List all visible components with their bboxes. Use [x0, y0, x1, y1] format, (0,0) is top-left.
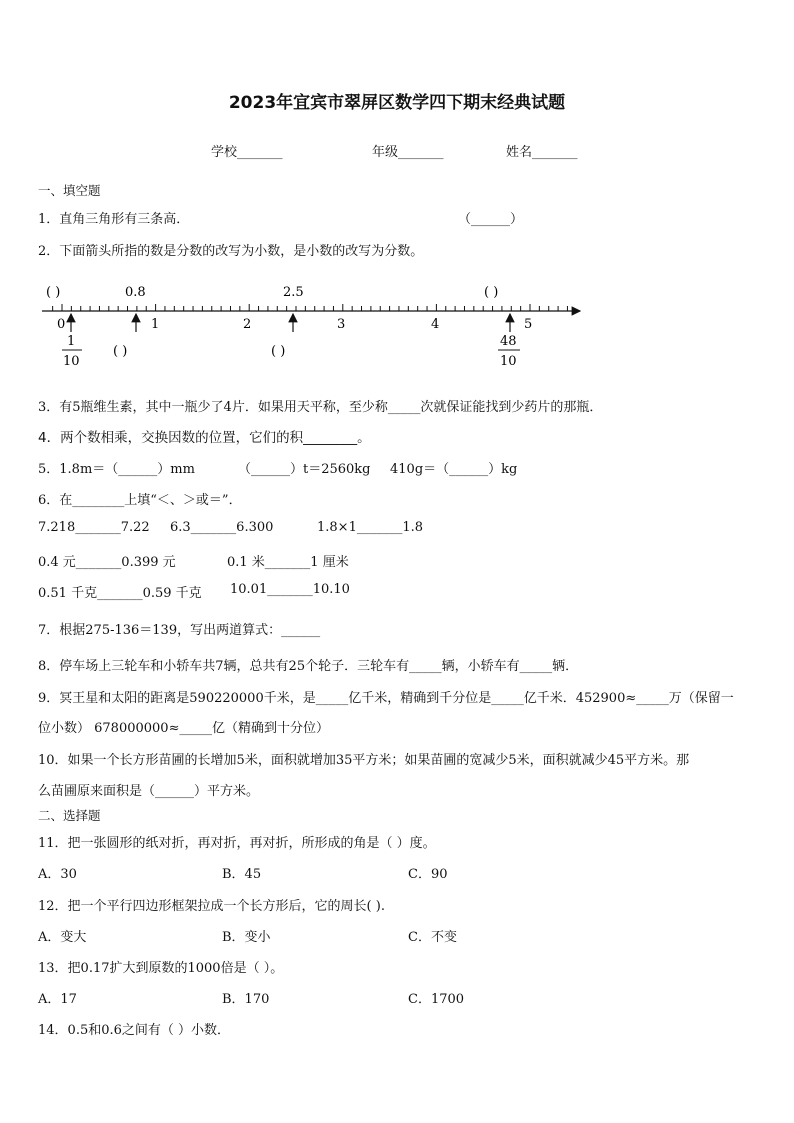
compare-6.3-6.300: 6.3_______6.300 — [170, 520, 274, 535]
tick-label-3: 3 — [337, 317, 346, 332]
section-multiple-choice: 二、选择题 — [38, 808, 101, 823]
question-10-line-2: 么苗圃原来面积是（______）平方米。 — [38, 784, 260, 799]
question-1: 1．直角三角形有三条高． — [38, 212, 190, 227]
number-line-figure — [36, 278, 596, 374]
tick-label-2: 2 — [243, 317, 252, 332]
question-5-part-b: （______）t＝2560kg — [238, 462, 371, 477]
question-12-option-a: A．变大 — [38, 930, 87, 945]
question-9-line-2: 位小数） 678000000≈_____亿（精确到十分位） — [38, 721, 329, 736]
tick-label-1: 1 — [151, 317, 160, 332]
question-6: 6．在________上填“＜、＞或＝”． — [38, 493, 242, 508]
question-12-option-c: C．不变 — [408, 930, 457, 945]
question-11: 11．把一张圆形的纸对折，再对折，再对折，所形成的角是（ ）度。 — [38, 836, 436, 851]
tick-label-0: 0 — [57, 317, 66, 332]
fraction-48-10-numerator: 48 — [500, 334, 517, 349]
question-14: 14．0.5和0.6之间有（ ）小数． — [38, 1023, 231, 1038]
tick-label-4: 4 — [431, 317, 440, 332]
name-field: 姓名_______ — [506, 145, 578, 160]
compare-0.51-0.59: 0.51 千克_______0.59 千克 — [38, 586, 202, 601]
compare-0.1m-1cm: 0.1 米_______1 厘米 — [227, 555, 349, 570]
compare-0.4-0.399: 0.4 元_______0.399 元 — [38, 555, 176, 570]
question-11-option-b: B．45 — [222, 867, 262, 882]
top-label-2.5: 2.5 — [283, 285, 304, 300]
question-2: 2．下面箭头所指的数是分数的改写为小数，是小数的改写为分数。 — [38, 244, 424, 259]
question-13-option-b: B．170 — [222, 992, 270, 1007]
question-13-option-c: C．1700 — [408, 992, 465, 1007]
fraction-1-10-numerator: 1 — [67, 334, 76, 349]
fraction-1-10-denominator: 10 — [63, 354, 80, 369]
compare-7.218-7.22: 7.218_______7.22 — [38, 520, 150, 535]
question-13: 13．把0.17扩大到原数的1000倍是（ ）。 — [38, 961, 284, 976]
fraction-48-10-denominator: 10 — [500, 354, 517, 369]
question-5-part-a: 5．1.8m＝（______）mm — [38, 462, 195, 477]
question-11-option-c: C．90 — [408, 867, 448, 882]
question-4: 4．两个数相乘，交换因数的位置，它们的积________。 — [38, 430, 371, 446]
compare-1.8x1-1.8: 1.8×1_______1.8 — [317, 520, 424, 535]
top-label-blank-2: ( ) — [484, 285, 499, 300]
section-fill-blank: 一、填空题 — [38, 183, 101, 198]
grade-field: 年级_______ — [372, 145, 444, 160]
question-13-option-a: A．17 — [38, 992, 77, 1007]
bottom-blank-2: ( ) — [271, 344, 286, 359]
question-3: 3．有5瓶维生素，其中一瓶少了4片．如果用天平称，至少称_____次就保证能找到少药片的那瓶． — [38, 400, 603, 415]
bottom-blank-1: ( ) — [113, 344, 128, 359]
tick-label-5: 5 — [524, 317, 533, 332]
compare-10.01-10.10: 10.01_______10.10 — [230, 582, 350, 597]
page-title: 2023年宜宾市翠屏区数学四下期末经典试题 — [228, 93, 566, 113]
question-7: 7．根据275-136＝139，写出两道算式：______ — [38, 623, 321, 638]
question-5-part-c: 410g＝（______）kg — [390, 462, 518, 477]
question-12-option-b: B．变小 — [222, 930, 271, 945]
top-label-blank-1: ( ) — [46, 285, 61, 300]
question-1-answer-blank: （______） — [458, 212, 524, 227]
question-8: 8．停车场上三轮车和小轿车共7辆，总共有25个轮子．三轮车有_____辆，小轿车有_____辆． — [38, 659, 579, 674]
number-line-ticks — [53, 304, 568, 311]
question-9-line-1: 9．冥王星和太阳的距离是590220000千米，是_____亿千米，精确到千分位是_____亿千米．452900≈_____万（保留一 — [38, 691, 734, 706]
top-label-0.8: 0.8 — [125, 285, 146, 300]
question-12: 12．把一个平行四边形框架拉成一个长方形后，它的周长( ). — [38, 899, 385, 914]
question-10-line-1: 10．如果一个长方形苗圃的长增加5米，面积就增加35平方米；如果苗圃的宽减少5米，面积就减少45平方米。那 — [38, 753, 690, 768]
question-11-option-a: A．30 — [38, 867, 77, 882]
school-field: 学校_______ — [211, 145, 283, 160]
